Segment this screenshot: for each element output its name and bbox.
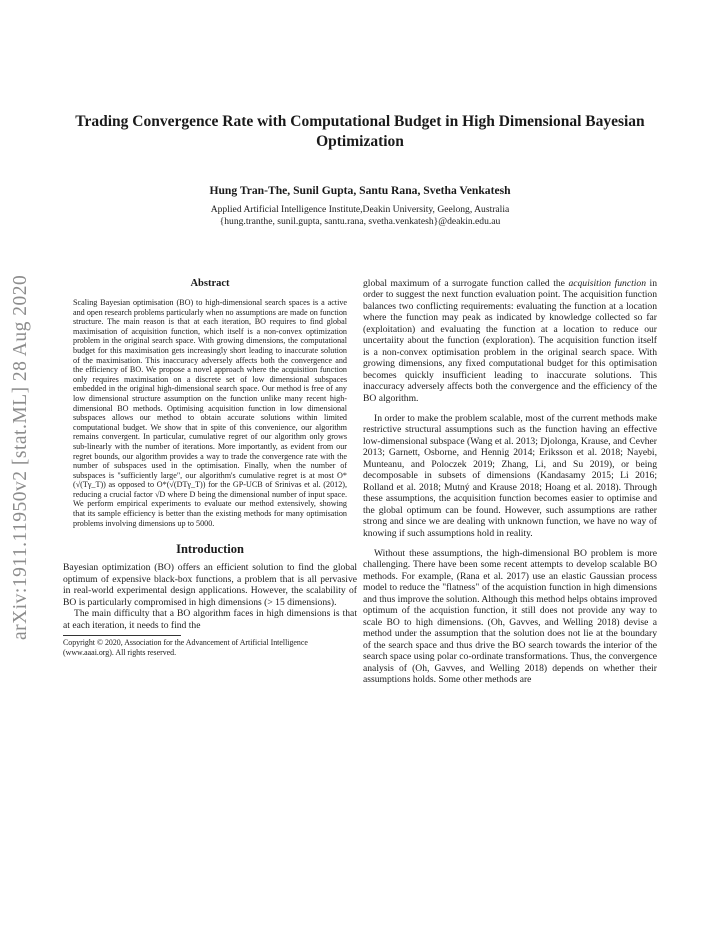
footnote-rule — [63, 635, 181, 636]
right-paragraph-2: In order to make the problem scalable, most of the current methods make restrictive structural assumptions such as the function having an effective low-dimensional subspace (Wang et al. 2013; Djolonga, Krause, and Cevher 2013; Garnett, Osborne, and Hennig 2014; Eriksson et al. 2018; Nayebi, Munteanu, and Poloczek 2019; Zhang, Li, and Su 2019), or being decomposable in subsets of dimensions (Kandasamy 2015; Li 2016; Rolland et al. 2018; Mutný and Krause 2018; Hoang et al. 2018). Through these assumptions, the acquisition function becomes easier to optimise and the global optimum can be found. However, such assumptions are rather strong and since we are dealing with unknown function, we have no way of knowing if such assumptions hold in reality. — [363, 412, 657, 539]
right-column — [363, 278, 657, 685]
right-p1-start: global maximum of a surrogate function called the — [363, 278, 569, 289]
introduction-heading: Introduction — [176, 542, 244, 557]
abstract-text: Scaling Bayesian optimisation (BO) to high-dimensional search spaces is a active and open research problems particularly when no assumptions are made on function structure. The main reason is that at each iteration, BO requires to find global maximisation of acquisition function, which itself is a non-convex optimization problem in the original search space. With growing dimensions, the computational budget for this maximisation gets increasingly short leading to inaccurate solution of the maximisation. This inaccuracy adversely affects both the convergence and the efficiency of BO. We propose a novel approach where the acquisition function only requires maximisation on a discrete set of low dimensional subspaces embedded in the original high-dimensional search space. Our method is free of any low dimensional structure assumption on the function unlike many recent high-dimensional BO methods. Optimising acquisition function in low dimensional subspaces allows our method to obtain accurate solutions within limited computational budget. We show that in spite of this convenience, our algorithm remains convergent. In particular, cumulative regret of our algorithm only grows sub-linearly with the number of iterations. More importantly, as evident from our regret bounds, our algorithm provides a way to trade the convergence rate with the number of subspaces used in the optimisation. Finally, when the number of subspaces is "sufficiently large", our algorithm's cumulative regret is at most O*(√(Tγ_T)) as opposed to O*(√(DTγ_T)) for the GP-UCB of Srinivas et al. (2012), reducing a crucial factor √D where D being the dimensional number of input space. We perform empirical experiments to evaluate our method extensively, showing that its sample efficiency is better than the existing methods for many optimisation problems involving dimensions up to 5000. — [73, 298, 347, 528]
right-paragraph-1 — [363, 278, 657, 404]
copyright-footnote: Copyright © 2020, Association for the Advancement of Artificial Intelligence (www.aaai.org). All rights reserved. — [63, 637, 308, 657]
left-column — [63, 278, 357, 657]
intro-paragraph-2: The main difficulty that a BO algorithm faces in high dimensions is that at each iteration, it needs to find the — [63, 608, 357, 631]
arxiv-identifier[interactable]: arXiv:1911.11950v2 [stat.ML] 28 Aug 2020 — [10, 274, 31, 640]
paper-title: Trading Convergence Rate with Computational Budget in High Dimensional Bayesian Optimization — [75, 113, 645, 150]
right-paragraph-3: Without these assumptions, the high-dimensional BO problem is more challenging. There have been some recent attempts to develop scalable BO methods. For example, (Rana et al. 2017) use an elastic Gaussian process model to reduce the "flatness" of the acquistion function in high dimensions and thus improve the solution. Although this method helps obtains improved optimum of the acquistion function, it still does not provide any way to scale BO to high dimensions. (Oh, Gavves, and Welling 2018) devise a method under the assumption that the solution does not lie at the boundary of the search space and thus drive the BO search towards the interior of the search space using polar co-ordinate transformations. Thus, the convergence analysis of (Oh, Gavves, and Welling 2018) depends on whether their assumptions holds. Some other methods are — [363, 547, 657, 685]
right-p1-end: in order to suggest the next function evaluation point. The acquisition function balances two conflicting requirements: evaluating the function at a location where the function may peak as indicated by knowledge collected so far (exploitation) and evaluating the function at a location to reduce our uncertaiity about the function (exploration). The acquisition function itself is a non-convex optimisation problem in the original search space. With growing dimensions, any fixed computational budget for this optimisation becomes quickly insufficient leading to inaccurate solutions. This inaccuracy adversely affects both the convergence and the efficiency of the BO algorithm. — [363, 278, 657, 404]
abstract-heading: Abstract — [190, 278, 230, 289]
author-emails: {hung.tranthe, sunil.gupta, santu.rana, svetha.venkatesh}@deakin.edu.au — [219, 216, 501, 227]
affiliation: Applied Artificial Intelligence Institute,Deakin University, Geelong, Australia — [210, 204, 510, 215]
intro-paragraph-1: Bayesian optimization (BO) offers an efficient solution to find the global optimum of expensive black-box functions, a problem that is all pervasive in real-world experimental design applications. However, the scalability of BO is particularly compromised in high dimensions (> 15 dimensions). — [63, 562, 357, 608]
acquisition-function-term: acquisition function — [568, 278, 647, 289]
author-list: Hung Tran-The, Sunil Gupta, Santu Rana, Svetha Venkatesh — [209, 184, 511, 197]
